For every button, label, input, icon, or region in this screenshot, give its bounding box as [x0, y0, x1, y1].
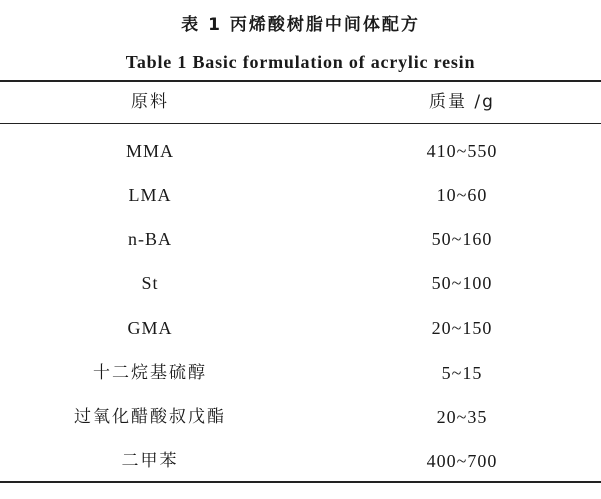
cell-mass: 5~15 [441, 363, 483, 383]
table-header-row [0, 80, 601, 124]
table-row [0, 439, 601, 483]
table-row [0, 395, 601, 439]
cell-mass: 410~550 [426, 141, 498, 161]
cell-material: MMA [125, 141, 174, 161]
table-caption-chinese: 表 1 丙烯酸树脂中间体配方 [181, 15, 420, 35]
cell-material: 二甲苯 [121, 451, 179, 471]
header-material: 原料 [131, 92, 169, 112]
table-row [0, 217, 601, 261]
header-mass: 质量 /g [429, 92, 495, 112]
table-row [0, 173, 601, 217]
cell-material: St [141, 273, 159, 293]
cell-mass: 20~35 [436, 407, 488, 427]
cell-mass: 50~100 [431, 273, 493, 293]
cell-mass: 50~160 [431, 229, 493, 249]
table-row [0, 261, 601, 305]
table-row [0, 351, 601, 395]
table-row [0, 129, 601, 173]
cell-material: GMA [127, 318, 173, 338]
table-header-rule [0, 123, 601, 124]
table-bottom-rule [0, 481, 601, 483]
table-caption-english: Table 1 Basic formulation of acrylic resin [125, 52, 476, 72]
cell-material: 过氧化醋酸叔戊酯 [74, 407, 226, 427]
cell-material: LMA [128, 185, 172, 205]
cell-material: 十二烷基硫醇 [93, 363, 207, 383]
cell-mass: 400~700 [426, 451, 498, 471]
table-row [0, 306, 601, 350]
cell-mass: 10~60 [436, 185, 488, 205]
cell-material: n-BA [128, 229, 172, 249]
cell-mass: 20~150 [431, 318, 493, 338]
